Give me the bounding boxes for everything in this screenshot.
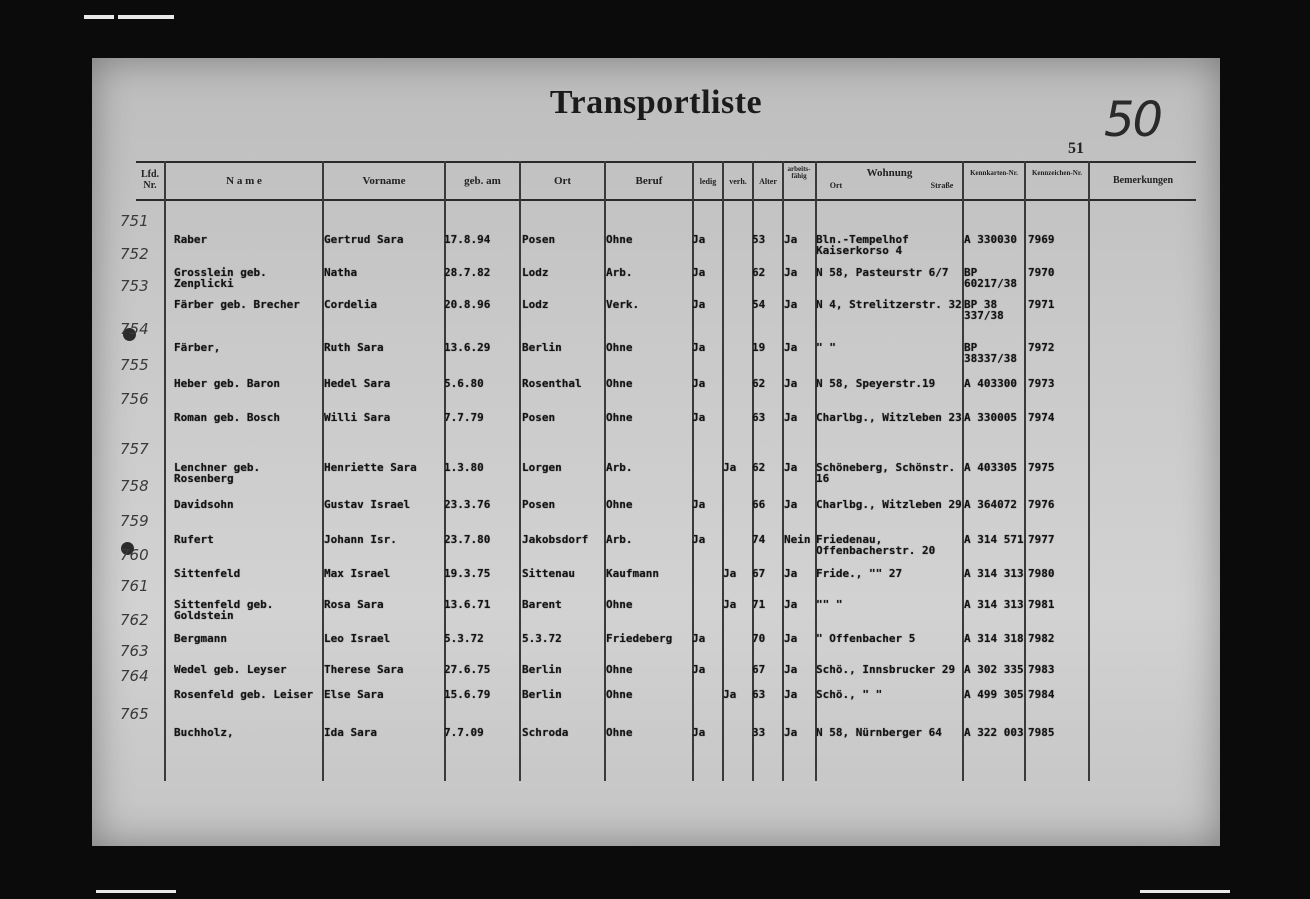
cell-vorname: Johann Isr. [324, 534, 397, 546]
handwritten-row-number: 765 [120, 705, 149, 723]
header-bemerkungen: Bemerkungen [1113, 175, 1173, 186]
cell-geb-am: 23.3.76 [444, 499, 491, 511]
cell-alter: 67 [752, 664, 766, 676]
cell-geb-am: 17.8.94 [444, 234, 491, 246]
cell-geb-am: 1.3.80 [444, 462, 484, 474]
table-row [92, 611, 1220, 653]
handwritten-row-number: 755 [120, 356, 149, 374]
film-edge-mark [118, 15, 174, 19]
cell-name: Sittenfeld [174, 568, 241, 580]
cell-alter: 62 [752, 462, 766, 474]
cell-geb-am: 13.6.29 [444, 342, 491, 354]
cell-beruf: Arb. [606, 534, 633, 546]
cell-ort: Berlin [522, 664, 562, 676]
cell-ledig: Ja [692, 633, 706, 645]
cell-ledig: Ja [692, 499, 706, 511]
table-row [92, 390, 1220, 432]
document-sheet [92, 58, 1220, 846]
cell-kennkarten-nr: A 314 313 [964, 567, 1024, 580]
cell-wohnung: Charlbg., Witzleben 29 [816, 498, 962, 511]
cell-arbeitsfaehig: Ja [784, 342, 798, 354]
cell-ort: Posen [522, 412, 556, 424]
cell-alter: 53 [752, 234, 766, 246]
cell-arbeitsfaehig: Ja [784, 499, 798, 511]
cell-arbeitsfaehig: Ja [784, 412, 798, 424]
cell-kennkarten-nr: A 364072 [964, 498, 1017, 511]
cell-arbeitsfaehig: Ja [784, 633, 798, 645]
cell-name: Heber geb. Baron [174, 378, 280, 390]
cell-kennzeichen-nr: 7975 [1028, 462, 1055, 474]
cell-ledig: Ja [692, 534, 706, 546]
cell-kennkarten-nr: A 403305 [964, 461, 1017, 474]
cell-kennzeichen-nr: 7977 [1028, 534, 1055, 546]
cell-kennzeichen-nr: 7982 [1028, 633, 1055, 645]
cell-kennkarten-nr: BP 60217/38 [964, 266, 1017, 290]
table-row [92, 705, 1220, 747]
table-row [92, 356, 1220, 398]
handwritten-row-number: 762 [120, 611, 149, 629]
cell-kennzeichen-nr: 7980 [1028, 568, 1055, 580]
cell-alter: 66 [752, 499, 766, 511]
cell-kennkarten-nr: BP 38337/38 [964, 341, 1017, 365]
table-row [92, 642, 1220, 684]
cell-arbeitsfaehig: Ja [784, 727, 798, 739]
cell-name: Davidsohn [174, 499, 234, 511]
cell-alter: 63 [752, 412, 766, 424]
cell-kennkarten-nr: A 302 335 [964, 663, 1024, 676]
cell-wohnung: Friedenau, Offenbacherstr. 20 [816, 533, 936, 557]
cell-vorname: Ruth Sara [324, 342, 384, 354]
cell-ledig: Ja [692, 727, 706, 739]
film-edge-mark [96, 890, 176, 893]
cell-geb-am: 15.6.79 [444, 689, 491, 701]
document-title: Transportliste [549, 84, 763, 121]
header-wohnung: Wohnung [866, 167, 913, 179]
cell-ort: Posen [522, 499, 556, 511]
cell-wohnung: N 58, Nürnberger 64 [816, 726, 942, 739]
cell-beruf: Arb. [606, 267, 633, 279]
cell-ledig: Ja [692, 299, 706, 311]
cell-ledig: Ja [692, 412, 706, 424]
header-name: N a m e [226, 175, 262, 187]
cell-alter: 70 [752, 633, 766, 645]
cell-beruf: Ohne [606, 727, 633, 739]
handwritten-page-number: 50 [1104, 92, 1162, 148]
cell-ort: Schroda [522, 727, 569, 739]
cell-name: Sittenfeld geb. Goldstein [174, 598, 274, 622]
cell-arbeitsfaehig: Ja [784, 689, 798, 701]
header-kennzeichen-nr: Kennzeichen-Nr. [1031, 169, 1083, 177]
cell-arbeitsfaehig: Ja [784, 267, 798, 279]
handwritten-row-number: 763 [120, 642, 149, 660]
cell-arbeitsfaehig: Ja [784, 234, 798, 246]
handwritten-row-number: 756 [120, 390, 149, 408]
cell-geb-am: 5.3.72 [444, 633, 484, 645]
cell-wohnung: Fride., "" 27 [816, 567, 903, 580]
cell-wohnung: Charlbg., Witzleben 23 [816, 411, 962, 424]
handwritten-row-number: 757 [120, 440, 149, 458]
cell-kennzeichen-nr: 7981 [1028, 599, 1055, 611]
cell-beruf: Verk. [606, 299, 640, 311]
cell-alter: 74 [752, 534, 766, 546]
header-verh: verh. [729, 177, 747, 186]
cell-vorname: Cordelia [324, 299, 377, 311]
cell-name: Bergmann [174, 633, 227, 645]
header-ledig: ledig [699, 177, 717, 186]
cell-kennzeichen-nr: 7974 [1028, 412, 1055, 424]
cell-alter: 19 [752, 342, 766, 354]
cell-wohnung: Schö., " " [816, 688, 883, 701]
cell-kennzeichen-nr: 7984 [1028, 689, 1055, 701]
cell-ort: Jakobsdorf [522, 534, 589, 546]
cell-vorname: Else Sara [324, 689, 384, 701]
cell-name: Wedel geb. Leyser [174, 664, 287, 676]
cell-name: Lenchner geb. Rosenberg [174, 461, 261, 485]
cell-alter: 67 [752, 568, 766, 580]
cell-verh: Ja [723, 568, 737, 580]
cell-alter: 62 [752, 267, 766, 279]
cell-beruf: Arb. [606, 462, 633, 474]
cell-arbeitsfaehig: Nein [784, 534, 811, 546]
cell-verh: Ja [723, 599, 737, 611]
cell-ledig: Ja [692, 664, 706, 676]
cell-beruf: Ohne [606, 412, 633, 424]
cell-beruf: Ohne [606, 689, 633, 701]
handwritten-row-number: 759 [120, 512, 149, 530]
handwritten-row-number: 751 [120, 212, 149, 230]
cell-ort: 5.3.72 [522, 633, 562, 645]
cell-kennkarten-nr: A 314 571 [964, 533, 1024, 546]
cell-wohnung: "" " [816, 598, 843, 611]
cell-arbeitsfaehig: Ja [784, 568, 798, 580]
cell-geb-am: 20.8.96 [444, 299, 491, 311]
cell-vorname: Gertrud Sara [324, 234, 404, 246]
cell-ledig: Ja [692, 342, 706, 354]
cell-arbeitsfaehig: Ja [784, 664, 798, 676]
cell-wohnung: " " [816, 341, 836, 354]
cell-kennzeichen-nr: 7983 [1028, 664, 1055, 676]
cell-alter: 71 [752, 599, 766, 611]
cell-arbeitsfaehig: Ja [784, 462, 798, 474]
cell-wohnung: Schö., Innsbrucker 29 [816, 663, 956, 676]
cell-wohnung: N 58, Speyerstr.19 [816, 377, 936, 390]
cell-ledig: Ja [692, 234, 706, 246]
cell-beruf: Ohne [606, 664, 633, 676]
film-edge-mark [1140, 890, 1230, 893]
cell-ort: Barent [522, 599, 562, 611]
header-wohnung-ort: Ort [829, 181, 843, 190]
cell-beruf: Ohne [606, 599, 633, 611]
cell-kennzeichen-nr: 7973 [1028, 378, 1055, 390]
cell-geb-am: 5.6.80 [444, 378, 484, 390]
handwritten-row-number: 758 [120, 477, 149, 495]
cell-name: Rufert [174, 534, 214, 546]
cell-beruf: Ohne [606, 342, 633, 354]
cell-kennkarten-nr: A 330005 [964, 411, 1017, 424]
cell-name: Rosenfeld geb. Leiser [174, 689, 314, 701]
header-alter: Alter [759, 177, 777, 186]
table-row [92, 440, 1220, 485]
cell-beruf: Ohne [606, 378, 633, 390]
header-ort: Ort [553, 175, 572, 187]
cell-alter: 62 [752, 378, 766, 390]
cell-vorname: Therese Sara [324, 664, 404, 676]
cell-name: Färber, [174, 342, 221, 354]
handwritten-row-number: 752 [120, 245, 149, 263]
handwritten-row-number: 754 [120, 320, 149, 338]
cell-kennkarten-nr: A 330030 [964, 233, 1017, 246]
cell-beruf: Ohne [606, 234, 633, 246]
table-row [92, 546, 1220, 588]
cell-kennzeichen-nr: 7976 [1028, 499, 1055, 511]
cell-kennkarten-nr: A 403300 [964, 377, 1017, 390]
cell-vorname: Leo Israel [324, 633, 391, 645]
header-arbeitsfaehig: arbeits-fähig [787, 165, 811, 181]
cell-kennkarten-nr: A 314 313 [964, 598, 1024, 611]
cell-wohnung: N 4, Strelitzerstr. 32 [816, 298, 962, 311]
cell-ort: Lodz [522, 299, 549, 311]
header-bottom-rule [136, 199, 1196, 201]
cell-name: Färber geb. Brecher [174, 299, 300, 311]
cell-wohnung: " Offenbacher 5 [816, 632, 916, 645]
cell-wohnung: Bln.-Tempelhof Kaiserkorso 4 [816, 233, 909, 257]
cell-vorname: Natha [324, 267, 358, 279]
cell-vorname: Willi Sara [324, 412, 391, 424]
cell-kennzeichen-nr: 7969 [1028, 234, 1055, 246]
header-beruf: Beruf [635, 175, 663, 187]
handwritten-row-number: 760 [120, 546, 149, 564]
cell-arbeitsfaehig: Ja [784, 378, 798, 390]
cell-vorname: Ida Sara [324, 727, 377, 739]
table-row [92, 477, 1220, 519]
table-row [92, 212, 1220, 257]
cell-name: Buchholz, [174, 727, 234, 739]
cell-wohnung: N 58, Pasteurstr 6/7 [816, 266, 949, 279]
cell-name: Raber [174, 234, 208, 246]
cell-alter: 54 [752, 299, 766, 311]
cell-kennkarten-nr: A 322 003 [964, 726, 1024, 739]
cell-name: Grosslein geb. Zenplicki [174, 266, 267, 290]
cell-kennzeichen-nr: 7972 [1028, 342, 1055, 354]
cell-vorname: Rosa Sara [324, 599, 384, 611]
header-geb-am: geb. am [464, 175, 501, 187]
cell-ort: Lodz [522, 267, 549, 279]
cell-ort: Berlin [522, 342, 562, 354]
cell-kennkarten-nr: A 314 318 [964, 632, 1024, 645]
cell-alter: 63 [752, 689, 766, 701]
cell-wohnung: Schöneberg, Schönstr. 16 [816, 461, 956, 485]
cell-kennzeichen-nr: 7985 [1028, 727, 1055, 739]
cell-kennzeichen-nr: 7970 [1028, 267, 1055, 279]
cell-geb-am: 13.6.71 [444, 599, 491, 611]
cell-verh: Ja [723, 462, 737, 474]
cell-kennkarten-nr: BP 38 337/38 [964, 298, 1004, 322]
cell-beruf: Ohne [606, 499, 633, 511]
cell-beruf: Kaufmann [606, 568, 659, 580]
cell-beruf: Friedeberg [606, 633, 673, 645]
cell-kennkarten-nr: A 499 305 [964, 688, 1024, 701]
header-vorname: Vorname [362, 175, 406, 187]
cell-ledig: Ja [692, 267, 706, 279]
cell-arbeitsfaehig: Ja [784, 599, 798, 611]
film-edge-mark [84, 15, 114, 19]
cell-vorname: Max Israel [324, 568, 391, 580]
cell-geb-am: 7.7.09 [444, 727, 484, 739]
cell-arbeitsfaehig: Ja [784, 299, 798, 311]
cell-geb-am: 28.7.82 [444, 267, 491, 279]
cell-ort: Sittenau [522, 568, 575, 580]
handwritten-row-number: 753 [120, 277, 149, 295]
cell-name: Roman geb. Bosch [174, 412, 280, 424]
page-number: 51 [1068, 140, 1084, 157]
header-wohnung-strasse: Straße [930, 181, 954, 190]
header-kennkarten-nr: Kennkarten-Nr. [970, 169, 1018, 177]
header-lfd-nr: Lfd. Nr. [140, 169, 160, 191]
cell-ort: Posen [522, 234, 556, 246]
cell-ledig: Ja [692, 378, 706, 390]
cell-verh: Ja [723, 689, 737, 701]
cell-alter: 33 [752, 727, 766, 739]
cell-geb-am: 23.7.80 [444, 534, 491, 546]
cell-ort: Lorgen [522, 462, 562, 474]
cell-kennzeichen-nr: 7971 [1028, 299, 1055, 311]
cell-vorname: Hedel Sara [324, 378, 391, 390]
cell-geb-am: 19.3.75 [444, 568, 491, 580]
cell-geb-am: 7.7.79 [444, 412, 484, 424]
table-top-rule [136, 161, 1196, 163]
cell-vorname: Gustav Israel [324, 499, 411, 511]
handwritten-row-number: 764 [120, 667, 149, 685]
cell-ort: Berlin [522, 689, 562, 701]
cell-geb-am: 27.6.75 [444, 664, 491, 676]
cell-ort: Rosenthal [522, 378, 582, 390]
cell-vorname: Henriette Sara [324, 462, 417, 474]
handwritten-row-number: 761 [120, 577, 149, 595]
